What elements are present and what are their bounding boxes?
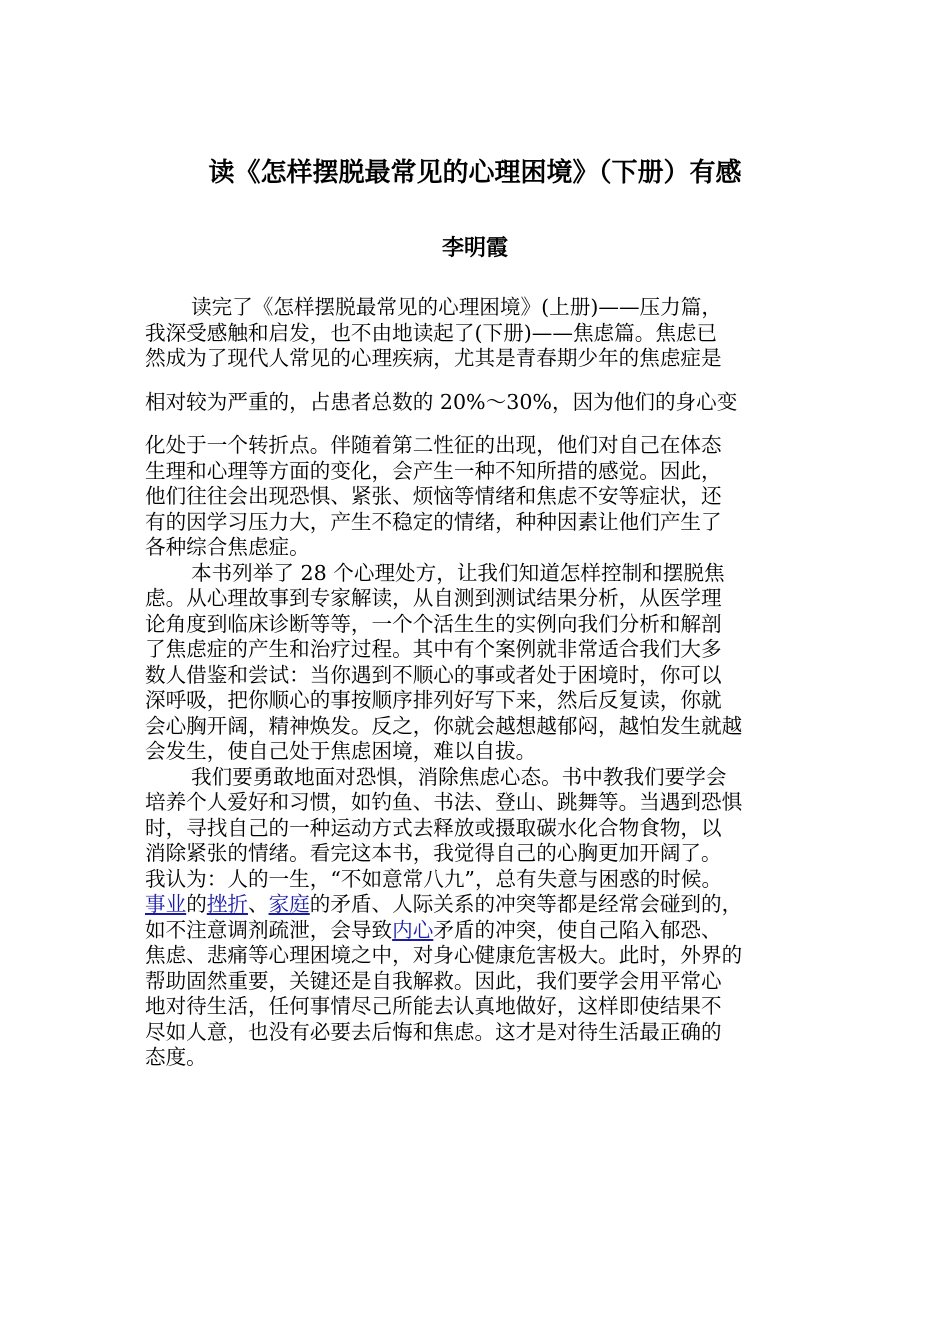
document-title: 读《怎样摆脱最常见的心理困境》（下册）有感 [208, 158, 742, 188]
author-name: 李明霞 [441, 236, 508, 261]
text-line: 会心胸开阔，精神焕发。反之，你就会越想越郁闷，越怕发生就越 [145, 713, 743, 738]
link-career[interactable]: 事业 [145, 892, 187, 916]
text-line: 焦虑、悲痛等心理困境之中，对身心健康危害极大。此时，外界的 [145, 943, 743, 967]
text-line: 尽如人意，也没有必要去后悔和焦虑。这才是对待生活最正确的 [145, 1019, 722, 1044]
text-line: 了焦虑症的产生和治疗过程。其中有个案例就非常适合我们大多 [145, 637, 722, 661]
text-line: 消除紧张的情绪。看完这本书，我觉得自己的心胸更加开阔了。 [145, 841, 722, 865]
text-line: 有的因学习压力大，产生不稳定的情绪，种种因素让他们产生了 [145, 509, 722, 534]
text-line: 我认为：人的一生，“不如意常八九”，总有失意与困惑的时候。 [145, 866, 723, 891]
paragraph-3 [145, 765, 815, 1071]
text-line: 各种综合焦虑症。 [145, 535, 310, 559]
paragraph-2 [145, 561, 815, 765]
text-line: 我深受感触和启发，也不由地读起了(下册)——焦虑篇。焦虑已 [145, 320, 718, 345]
text-line: 读完了《怎样摆脱最常见的心理困境》(上册)——压力篇， [191, 295, 722, 319]
text-line [145, 918, 815, 944]
document-body [145, 295, 815, 1071]
text-line: 数人借鉴和尝试：当你遇到不顺心的事或者处于困境时，你可以 [145, 662, 722, 687]
text-line: 虑。从心理故事到专家解读，从自测到测试结果分析，从医学理 [145, 586, 722, 610]
text-line: 时，寻找自己的一种运动方式去释放或摄取碳水化合物食物，以 [145, 815, 722, 840]
text-line: 培养个人爱好和习惯，如钓鱼、书法、登山、跳舞等。当遇到恐惧 [145, 790, 743, 814]
text-fragment: 如不注意调剂疏泄，会导致 [145, 917, 393, 942]
text-line: 论角度到临床诊断等等，一个个活生生的实例向我们分析和解剖 [145, 611, 722, 636]
text-line: 深呼吸，把你顺心的事按顺序排列好写下来，然后反复读，你就 [145, 688, 722, 712]
text-line: 帮助固然重要，关键还是自我解救。因此，我们要学会用平常心 [145, 968, 722, 993]
link-setback[interactable]: 挫折 [206, 892, 248, 916]
text-line: 我们要勇敢地面对恐惧，消除焦虑心态。书中教我们要学会 [191, 764, 727, 789]
text-fragment: 的矛盾、人际关系的冲突等都是经常会碰到的， [309, 892, 743, 916]
link-family[interactable]: 家庭 [268, 892, 310, 916]
text-line: 地对待生活，任何事情尽己所能去认真地做好，这样即使结果不 [145, 994, 722, 1018]
paragraph-1 [145, 295, 815, 561]
text-line: 他们往往会出现恐惧、紧张、烦恼等情绪和焦虑不安等症状，还 [145, 484, 722, 508]
text-line: 会发生，使自己处于焦虑困境，难以自拔。 [145, 739, 537, 763]
text-fragment: 的 [186, 892, 207, 916]
text-fragment: 矛盾的冲突，使自己陷入郁恐、 [433, 917, 722, 942]
text-line: 本书列举了 28 个心理处方，让我们知道怎样控制和摆脱焦 [191, 560, 725, 585]
text-line [145, 892, 815, 918]
text-line: 生理和心理等方面的变化，会产生一种不知所措的感觉。因此， [145, 458, 722, 483]
text-line: 然成为了现代人常见的心理疾病，尤其是青春期少年的焦虑症是 [145, 346, 722, 370]
text-line: 态度。 [145, 1045, 207, 1069]
text-line: 化处于一个转折点。伴随着第二性征的出现，他们对自己在体态 [145, 433, 722, 457]
link-inner-heart[interactable]: 内心 [392, 917, 434, 942]
text-line: 相对较为严重的，占患者总数的 20%～30%，因为他们的身心变 [145, 389, 738, 414]
text-fragment: 、 [247, 892, 269, 916]
